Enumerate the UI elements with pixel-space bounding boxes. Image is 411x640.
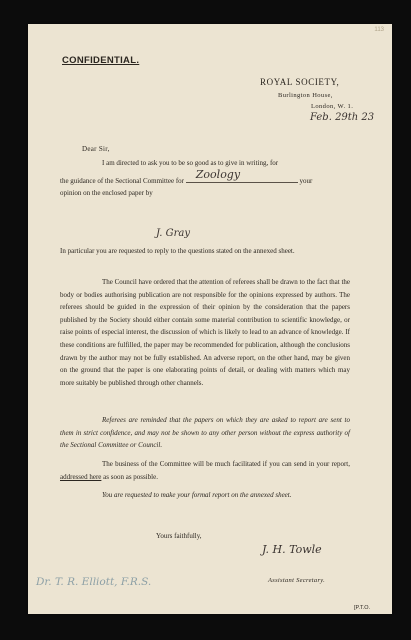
request-line-2-suffix: your bbox=[299, 177, 313, 185]
handwritten-signature: J. H. Towle bbox=[262, 543, 322, 556]
signatory-title: Assistant Secretary. bbox=[268, 577, 326, 584]
business-text-end: as soon as possible. bbox=[103, 472, 158, 481]
formal-report-instruction: You are requested to make your formal report on the annexed sheet. bbox=[102, 491, 292, 499]
handwritten-addressee: Dr. T. R. Elliott, F.R.S. bbox=[36, 576, 152, 588]
organisation-name: ROYAL SOCIETY, bbox=[260, 77, 340, 87]
request-line-3: opinion on the enclosed paper by bbox=[60, 189, 153, 197]
business-paragraph bbox=[60, 458, 350, 483]
handwritten-date: Feb. 29th 23 bbox=[310, 112, 375, 123]
particular-paragraph: In particular you are requested to reply to the questions stated on the annexed sheet. bbox=[60, 247, 295, 255]
request-line-2 bbox=[60, 168, 350, 188]
request-line-1: I am directed to ask you to be so good as to give in writing, for bbox=[102, 159, 279, 167]
address-line-2: London, W. 1. bbox=[311, 103, 354, 110]
referees-reminder: Referees are reminded that the papers on which they are asked to report are sent to them in strict confidence, and may not be shown to any other person without the express authority of the Sectional Committee or Council. bbox=[60, 416, 350, 450]
request-line-2-prefix: the guidance of the Sectional Committee for bbox=[60, 177, 185, 185]
confidential-heading: CONFIDENTIAL. bbox=[62, 55, 140, 66]
business-text: The business of the Committee will be much facilitated if you can send in your report, bbox=[102, 460, 350, 468]
letter-sheet bbox=[28, 24, 392, 614]
committee-fill-line bbox=[186, 168, 298, 183]
addressed-here-text: addressed here bbox=[60, 472, 102, 481]
salutation: Dear Sir, bbox=[82, 145, 110, 153]
handwritten-committee: Zoology bbox=[195, 168, 241, 182]
address-line-1: Burlington House, bbox=[278, 92, 333, 99]
council-paragraph: The Council have ordered that the attention of referees shall be drawn to the fact that the body or bodies authorising publication are not responsible for the opinions expressed by authors. The referees should be guided in the expression of their opinion by the consideration that the papers published by the Society should either contain some material contribution to scientific knowledge, or raise points of especial interest, the discussion of which is likely to lead to an advance of knowledge. If these conditions are fulfilled, the paper may be recommended for publication, although the conclusions drawn by the author may not be fully established. An adverse report, on the other hand, may be given on the ground that the paper is one elaborating points of detail, or dealing with matters which may more suitably be published through other channels. bbox=[60, 278, 351, 387]
archive-reference: 113 bbox=[374, 27, 384, 33]
pto-marker: [P.T.O. bbox=[354, 605, 371, 611]
closing: Yours faithfully, bbox=[156, 532, 202, 540]
handwritten-author: J. Gray bbox=[156, 228, 190, 239]
